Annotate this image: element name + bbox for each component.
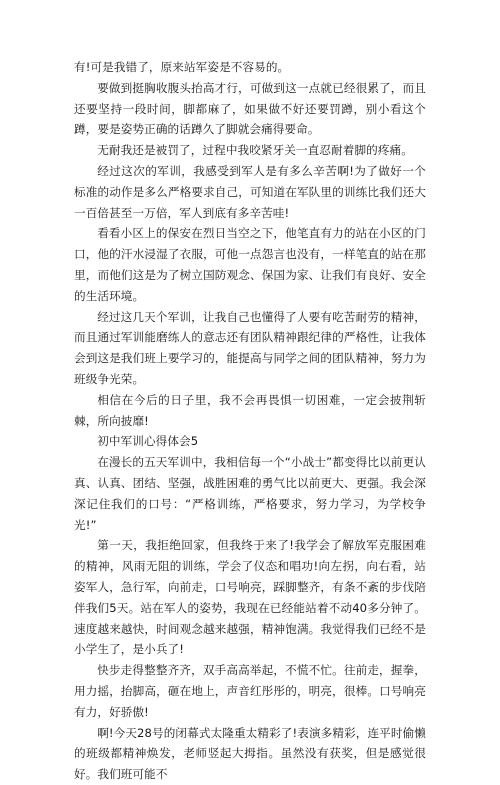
paragraph: 快步走得整整齐齐，双手高高举起，不慌不忙。往前走，握拳，用力摇，抬脚高，砸在地上，声音红彤彤的，明亮，很棒。口号响亮有力，好骄傲! bbox=[74, 663, 426, 719]
paragraph: 啊!今天28号的闭幕式太隆重太精彩了!表演多精彩，连平时偷懒的班级都精神焕发，老师竖起大拇指。虽然没有获奖，但是感觉很好。我们班可能不 bbox=[74, 725, 426, 782]
paragraph: 在漫长的五天军训中，我相信每一个“小战士”都变得比以前更认真、认真、团结、坚强，战胜困难的勇气比以前更大、更强。我会深深记住我们的口号：“严格训练，严格要求，努力学习，为学校争光!” bbox=[74, 455, 426, 532]
paragraph-continuation: 有!可是我错了，原来站军姿是不容易的。 bbox=[74, 60, 290, 74]
section-heading: 初中军训心得体会5 bbox=[97, 434, 199, 449]
paragraph: 经过这次的军训，我感受到军人是有多么辛苦啊!为了做好一个标准的动作是多么严格要求自己，可知道在军队里的训练比我们还大一百倍甚至一万倍，军人到底有多辛苦哇! bbox=[74, 163, 426, 220]
paragraph: 相信在今后的日子里，我不会再畏惧一切困难，一定会披荆斩棘，所向披靡! bbox=[74, 392, 426, 428]
paragraph: 无耐我还是被罚了，过程中我咬紧牙关一直忍耐着脚的疼痛。 bbox=[97, 143, 413, 158]
paragraph: 看看小区上的保安在烈日当空之下，他笔直有力的站在小区的门口，他的汗水浸湿了衣服，可他一点怨言也没有，一样笔直的站在那里，而他们这是为了树立国防观念、保国为家、让我们有良好、安全的生活环境。 bbox=[74, 226, 426, 303]
paragraph: 经过这几天个军训，让我自己也懂得了人要有吃苦耐劳的精神，而且通过军训能磨练人的意志还有团队精神跟纪律的严格性，让我体会到这是我们班上要学习的，能提高与同学之间的团队精神，努力为班级争光荣。 bbox=[74, 309, 426, 386]
paragraph: 要做到挺胸收腹头抬高才行，可做到这一点就已经很累了，而且还要坚持一段时间，脚都麻了，如果做不好还要罚蹲，别小看这个蹲，要是姿势正确的话蹲久了脚就会痛得要命。 bbox=[74, 80, 426, 137]
paragraph: 第一天，我拒绝回家，但我终于来了!我学会了解放军克服困难的精神，风雨无阻的训练，学会了仪态和唱功!向左拐，向右看，站姿军人，急行军，向前走，口号响亮，踩脚整齐，有条不紊的步伐陪伴我们5天。站在军人的姿势，我现在已经能站着不动40多分钟了。速度越来越快，时间观念越来越强，精神饱满。我觉得我们已经不是小学生了，是小兵了! bbox=[74, 538, 426, 657]
